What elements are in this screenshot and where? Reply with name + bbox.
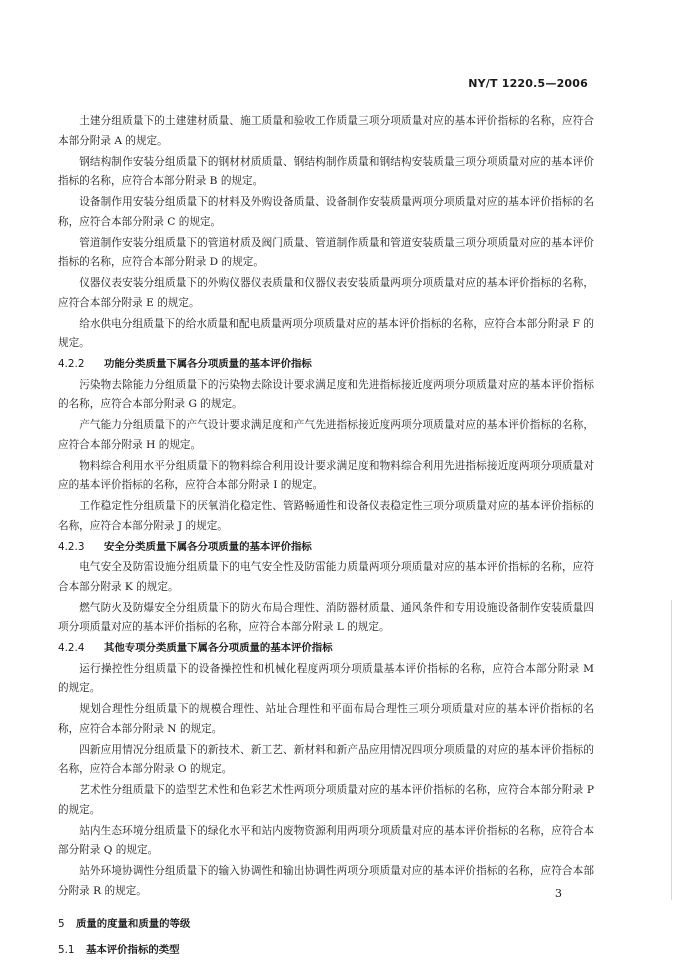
section-number: 5.1 (58, 941, 86, 960)
paragraph: 物料综合利用水平分组质量下的物料综合利用设计要求满足度和物料综合利用先进指标接近度两项分项质量对应的基本评价指标的名称，应符合本部分附录 I 的规定。 (58, 457, 594, 496)
paragraph: 污染物去除能力分组质量下的污染物去除设计要求满足度和先进指标接近度两项分项质量对应的基本评价指标的名称，应符合本部分附录 G 的规定。 (58, 376, 594, 415)
standard-code: NY/T 1220.5—2006 (468, 77, 588, 90)
paragraph: 仪器仪表安装分组质量下的外购仪器仪表质量和仪器仪表安装质量两项分项质量对应的基本评价指标的名称，应符合本部分附录 E 的规定。 (58, 274, 594, 313)
paragraph: 站内生态环境分组质量下的绿化水平和站内废物资源利用两项分项质量对应的基本评价指标的名称，应符合本部分附录 Q 的规定。 (58, 822, 594, 861)
scan-edge-line (671, 600, 672, 900)
section-number: 5 (58, 915, 76, 935)
paragraph: 设备制作用安装分组质量下的材料及外购设备质量、设备制作安装质量两项分项质量对应的基本评价指标的名称，应符合本部分附录 C 的规定。 (58, 193, 594, 232)
section-heading-5 (58, 915, 594, 935)
section-heading-4-2-2 (58, 355, 594, 375)
paragraph: 管道制作安装分组质量下的管道材质及阀门质量、管道制作质量和管道安装质量三项分项质量对应的基本评价指标的名称，应符合本部分附录 D 的规定。 (58, 234, 594, 273)
paragraph: 规划合理性分组质量下的规模合理性、站址合理性和平面布局合理性三项分项质量对应的基本评价指标的名称，应符合本部分附录 N 的规定。 (58, 700, 594, 739)
paragraph: 工作稳定性分组质量下的厌氧消化稳定性、管路畅通性和设备仪表稳定性三项分项质量对应的基本评价指标的名称，应符合本部分附录 J 的规定。 (58, 497, 594, 536)
paragraph: 土建分组质量下的土建建材质量、施工质量和验收工作质量三项分项质量对应的基本评价指标的名称，应符合本部分附录 A 的规定。 (58, 112, 594, 151)
paragraph: 艺术性分组质量下的造型艺术性和色彩艺术性两项分项质量对应的基本评价指标的名称，应符合本部分附录 P 的规定。 (58, 781, 594, 820)
paragraph: 电气安全及防雷设施分组质量下的电气安全性及防雷能力质量两项分项质量对应的基本评价指标的名称，应符合本部分附录 K 的规定。 (58, 558, 594, 597)
paragraph: 四新应用情况分组质量下的新技术、新工艺、新材料和新产品应用情况四项分项质量的对应的基本评价指标的名称，应符合本部分附录 O 的规定。 (58, 741, 594, 780)
section-number: 4.2.4 (58, 639, 104, 659)
section-number: 4.2.2 (58, 355, 104, 375)
section-heading-4-2-3 (58, 538, 594, 558)
section-title: 安全分类质量下属各分项质量的基本评价指标 (104, 541, 312, 553)
paragraph: 站外环境协调性分组质量下的输入协调性和输出协调性两项分项质量对应的基本评价指标的名称，应符合本部分附录 R 的规定。 (58, 862, 594, 901)
paragraph: 给水供电分组质量下的给水质量和配电质量两项分项质量对应的基本评价指标的名称，应符合本部分附录 F 的规定。 (58, 315, 594, 354)
section-title: 其他专项分类质量下属各分项质量的基本评价指标 (104, 642, 333, 654)
section-number: 4.2.3 (58, 538, 104, 558)
section-title: 质量的度量和质量的等级 (76, 918, 190, 930)
paragraph: 燃气防火及防爆安全分组质量下的防火布局合理性、消防器材质量、通风条件和专用设施设备制作安装质量四项分项质量对应的基本评价指标的名称，应符合本部分附录 L 的规定。 (58, 599, 594, 638)
page-number: 3 (555, 887, 562, 900)
section-title: 基本评价指标的类型 (86, 944, 180, 956)
paragraph: 产气能力分组质量下的产气设计要求满足度和产气先进指标接近度两项分项质量对应的基本评价指标的名称，应符合本部分附录 H 的规定。 (58, 416, 594, 455)
body-content (58, 112, 594, 960)
section-heading-4-2-4 (58, 639, 594, 659)
paragraph: 钢结构制作安装分组质量下的钢材材质质量、钢结构制作质量和钢结构安装质量三项分项质量对应的基本评价指标的名称，应符合本部分附录 B 的规定。 (58, 153, 594, 192)
paragraph: 运行操控性分组质量下的设备操控性和机械化程度两项分项质量基本评价指标的名称，应符合本部分附录 M 的规定。 (58, 660, 594, 699)
section-heading-5-1 (58, 941, 594, 960)
section-title: 功能分类质量下属各分项质量的基本评价指标 (104, 358, 312, 370)
